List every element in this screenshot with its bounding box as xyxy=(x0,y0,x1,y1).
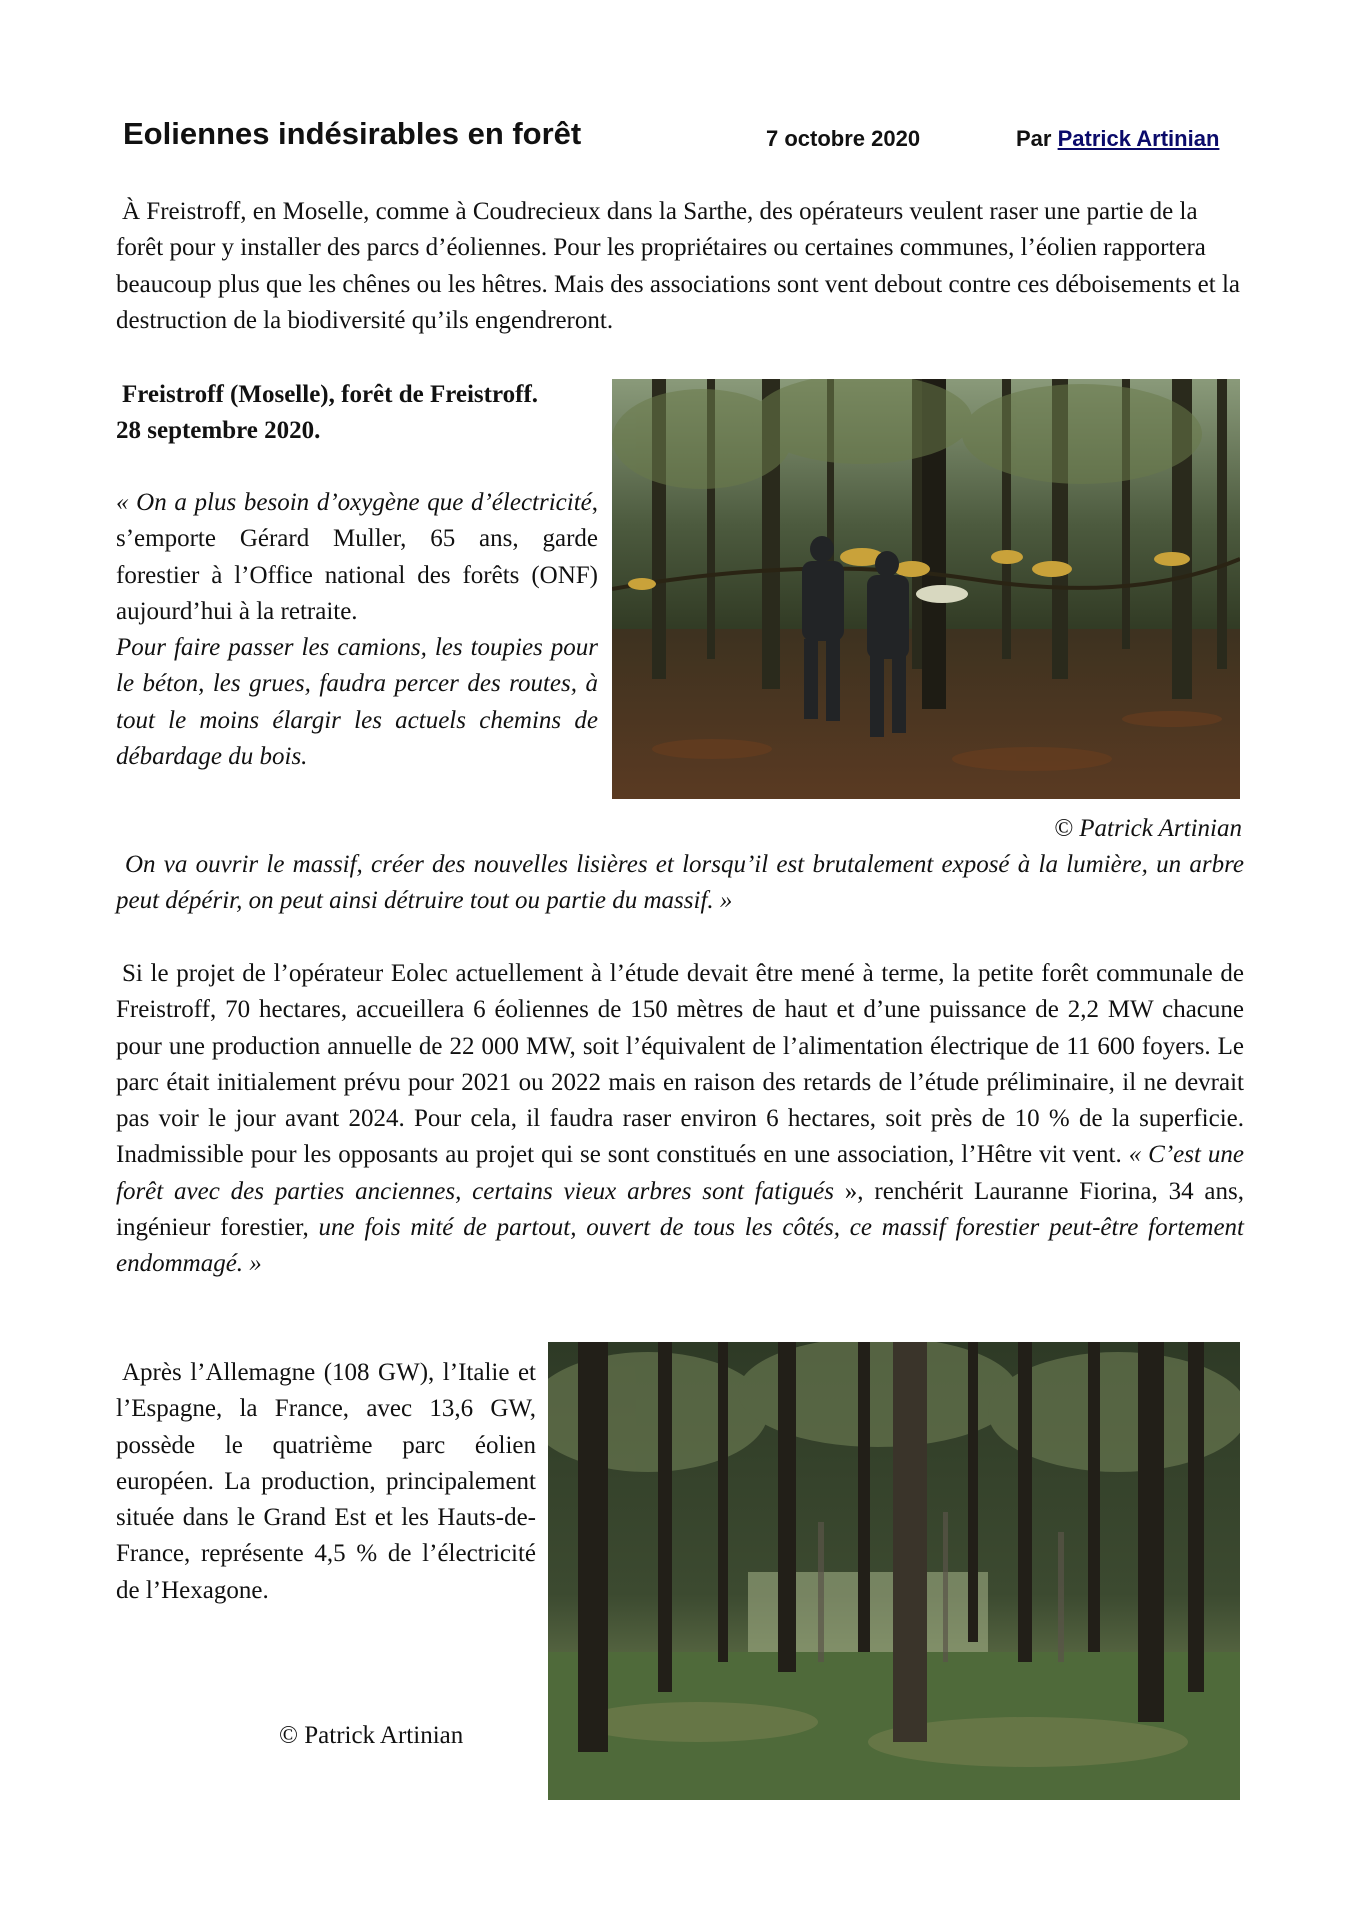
body-paragraph-eolec xyxy=(116,956,1244,1283)
forest-photo-clearing-image xyxy=(548,1342,1240,1800)
photo1-credit: © Patrick Artinian xyxy=(1054,815,1242,842)
quote1-attribution: , s’emporte Gérard Muller, 65 ans, garde forestier à l’Office national des forêts (ONF) aujourd’hui à la retraite. xyxy=(116,489,598,625)
quote-gerard-muller xyxy=(116,485,598,775)
quote-continuation: On va ouvrir le massif, créer des nouvelles lisières et lorsqu’il est brutalement exposé à la lumière, un arbre peut dépérir, on peut ainsi détruire tout ou partie du massif. » xyxy=(116,851,1244,915)
photo1-caption xyxy=(116,377,596,450)
body2-text: Si le projet de l’opérateur Eolec actuellement à l’étude devait être mené à terme, la petite forêt communale de Freistroff, 70 hectares, accueillera 6 éoliennes de 150 mètres de haut et d’une puissance de 2,2 MW chacune pour une production annuelle de 22 000 MW, soit l’équivalent de l’alimentation électrique de 11 600 foyers. Le parc était initialement prévu pour 2021 ou 2022 mais en raison des retards de l’étude préliminaire, il ne devrait pas voir le jour avant 2024. Pour cela, il faudra raser environ 6 hectares, soit près de 10 % de la superficie. Inadmissible pour les opposants au projet qui se sont constitués en une association, l’Hêtre vit vent. xyxy=(116,960,1244,1169)
body2-attribution: », renchérit Lauranne Fiorina, 34 ans, ingénieur forestier, xyxy=(116,1177,1244,1242)
page-title: Eoliennes indésirables en forêt xyxy=(123,116,582,151)
forest-photo-walkers-image xyxy=(612,379,1240,799)
article-date: 7 octobre 2020 xyxy=(766,126,921,151)
photo1-caption-place: Freistroff (Moselle), forêt de Freistroff. xyxy=(122,381,539,408)
body2-quote-fiorina: « C’est une forêt avec des parties anciennes, certains vieux arbres sont fatigués xyxy=(116,1141,1244,1205)
body2-quote-end: une fois mité de partout, ouvert de tous les côtés, ce massif forestier peut-être fortement endommagé. » xyxy=(116,1214,1244,1278)
intro-paragraph: À Freistroff, en Moselle, comme à Coudrecieux dans la Sarthe, des opérateurs veulent raser une partie de la forêt pour y installer des parcs d’éoliennes. Pour les propriétaires ou certaines communes, l’éolien rapportera beaucoup plus que les chênes ou les hêtres. Mais des associations sont vent debout contre ces déboisements et la destruction de la biodiversité qu’ils engendreront. xyxy=(116,198,1241,334)
byline-prefix: Par xyxy=(1016,126,1052,151)
quote1-continuation: Pour faire passer les camions, les toupies pour le béton, les grues, faudra percer des routes, à tout le moins élargir les actuels chemins de débardage du bois. xyxy=(116,634,598,771)
forest-photo-clearing xyxy=(548,1342,1240,1800)
byline xyxy=(1016,126,1219,152)
forest-photo-walkers xyxy=(612,379,1240,799)
quote1-open: « On a plus besoin d’oxygène que d’électricité xyxy=(116,489,592,516)
photo1-caption-date: 28 septembre 2020. xyxy=(116,417,321,445)
side-paragraph-eolien-stats: Après l’Allemagne (108 GW), l’Italie et l’Espagne, la France, avec 13,6 GW, possède le quatrième parc éolien européen. La production, principalement située dans le Grand Est et les Hauts-de-France, représente 4,5 % de l’électricité de l’Hexagone. xyxy=(116,1359,536,1604)
author-link[interactable]: Patrick Artinian xyxy=(1057,126,1220,151)
photo2-credit: © Patrick Artinian xyxy=(279,1722,464,1749)
